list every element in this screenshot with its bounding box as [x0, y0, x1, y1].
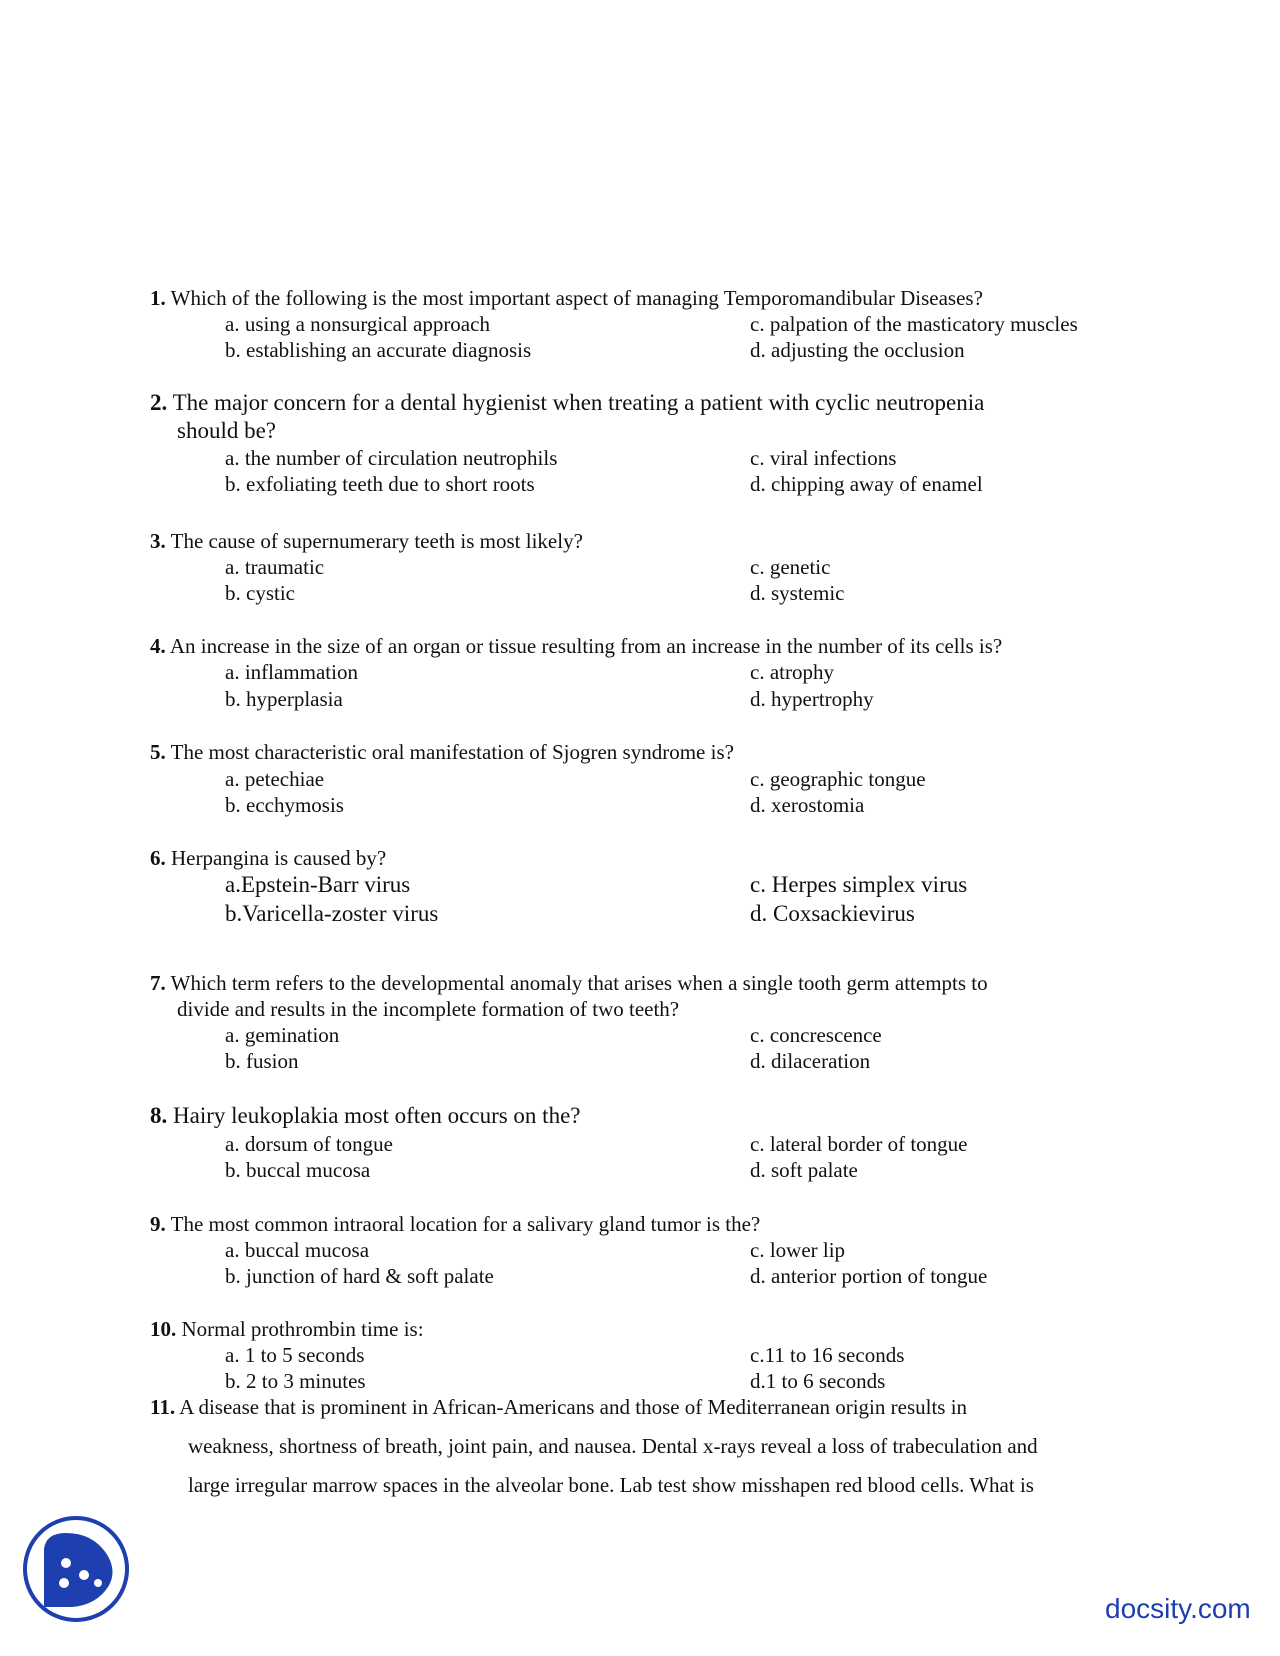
question-text: Hairy leukoplakia most often occurs on the?	[173, 1103, 581, 1128]
question-text: The most characteristic oral manifestation of Sjogren syndrome is?	[170, 740, 734, 764]
question-text-continued: divide and results in the incomplete formation of two teeth?	[177, 997, 680, 1021]
option-b: b. junction of hard & soft palate	[225, 1264, 494, 1288]
question-stem	[150, 390, 984, 416]
option-b: b.Varicella-zoster virus	[225, 901, 439, 926]
option-c: c. atrophy	[750, 660, 834, 684]
question-stem	[150, 845, 386, 871]
option-a: a. 1 to 5 seconds	[225, 1343, 365, 1367]
question-number: 6.	[150, 846, 166, 870]
option-b: b. buccal mucosa	[225, 1158, 371, 1182]
option-d: d. anterior portion of tongue	[750, 1264, 988, 1288]
question-text: Herpangina is caused by?	[171, 846, 387, 870]
docsity-logo-icon[interactable]	[22, 1515, 130, 1623]
question-stem	[150, 285, 983, 311]
question-text: An increase in the size of an organ or tissue resulting from an increase in the number of its cells is?	[169, 634, 1003, 658]
option-d: d. chipping away of enamel	[750, 472, 983, 496]
option-d: d. xerostomia	[750, 793, 865, 817]
question-stem	[150, 1394, 967, 1420]
question-text: Normal prothrombin time is:	[181, 1317, 424, 1341]
option-a: a. using a nonsurgical approach	[225, 312, 490, 336]
question-stem	[150, 633, 1002, 659]
option-a: a. traumatic	[225, 555, 325, 579]
question-text-continued: should be?	[177, 418, 277, 443]
question-number: 1.	[150, 286, 166, 310]
option-b: b. establishing an accurate diagnosis	[225, 338, 532, 362]
question-text: Which term refers to the developmental anomaly that arises when a single tooth germ attempts to	[170, 971, 988, 995]
question-number: 3.	[150, 529, 166, 553]
question-stem	[150, 1211, 760, 1237]
option-a: a. dorsum of tongue	[225, 1132, 393, 1156]
option-b: b. cystic	[225, 581, 295, 605]
option-d: d. hypertrophy	[750, 687, 874, 711]
question-text: The cause of supernumerary teeth is most likely?	[170, 529, 583, 553]
option-d: d. soft palate	[750, 1158, 858, 1182]
question-number: 2.	[150, 390, 168, 415]
question-text: The major concern for a dental hygienist when treating a patient with cyclic neutropenia	[172, 390, 985, 415]
question-number: 9.	[150, 1212, 166, 1236]
question-text: A disease that is prominent in African-Americans and those of Mediterranean origin results in	[179, 1395, 968, 1419]
option-b: b. 2 to 3 minutes	[225, 1369, 366, 1393]
question-number: 10.	[150, 1317, 177, 1341]
question-stem	[150, 528, 583, 554]
option-d: d. adjusting the occlusion	[750, 338, 965, 362]
option-c: c. lower lip	[750, 1238, 846, 1262]
option-b: b. hyperplasia	[225, 687, 343, 711]
option-b: b. ecchymosis	[225, 793, 344, 817]
option-d: d.1 to 6 seconds	[750, 1369, 886, 1393]
question-text-continued: large irregular marrow spaces in the alveolar bone. Lab test show misshapen red blood cells. What is	[188, 1473, 1034, 1497]
option-a: a. petechiae	[225, 767, 325, 791]
question-number: 4.	[150, 634, 166, 658]
option-c: c. geographic tongue	[750, 767, 926, 791]
option-c: c. lateral border of tongue	[750, 1132, 968, 1156]
question-stem	[150, 970, 988, 996]
question-number: 7.	[150, 971, 166, 995]
question-text: The most common intraoral location for a salivary gland tumor is the?	[170, 1212, 761, 1236]
question-number: 8.	[150, 1103, 168, 1128]
question-stem	[150, 1316, 424, 1342]
docsity-brand-link[interactable]: docsity.com	[1105, 1593, 1251, 1624]
option-b: b. exfoliating teeth due to short roots	[225, 472, 535, 496]
question-stem	[150, 1103, 581, 1129]
option-c: c. Herpes simplex virus	[750, 872, 968, 897]
question-text: Which of the following is the most important aspect of managing Temporomandibular Diseases?	[170, 286, 983, 310]
option-a: a.Epstein-Barr virus	[225, 872, 411, 897]
option-c: c. concrescence	[750, 1023, 882, 1047]
option-a: a. the number of circulation neutrophils	[225, 446, 558, 470]
option-a: a. gemination	[225, 1023, 340, 1047]
question-number: 11.	[150, 1395, 176, 1419]
option-a: a. inflammation	[225, 660, 358, 684]
option-a: a. buccal mucosa	[225, 1238, 370, 1262]
question-stem	[150, 739, 734, 765]
question-number: 5.	[150, 740, 166, 764]
option-d: d. dilaceration	[750, 1049, 871, 1073]
option-b: b. fusion	[225, 1049, 299, 1073]
option-c: c. genetic	[750, 555, 831, 579]
option-d: d. Coxsackievirus	[750, 901, 915, 926]
option-c: c. palpation of the masticatory muscles	[750, 312, 1078, 336]
option-c: c. viral infections	[750, 446, 897, 470]
question-text-continued: weakness, shortness of breath, joint pain, and nausea. Dental x-rays reveal a loss of trabeculation and	[188, 1434, 1038, 1458]
option-d: d. systemic	[750, 581, 845, 605]
option-c: c.11 to 16 seconds	[750, 1343, 905, 1367]
